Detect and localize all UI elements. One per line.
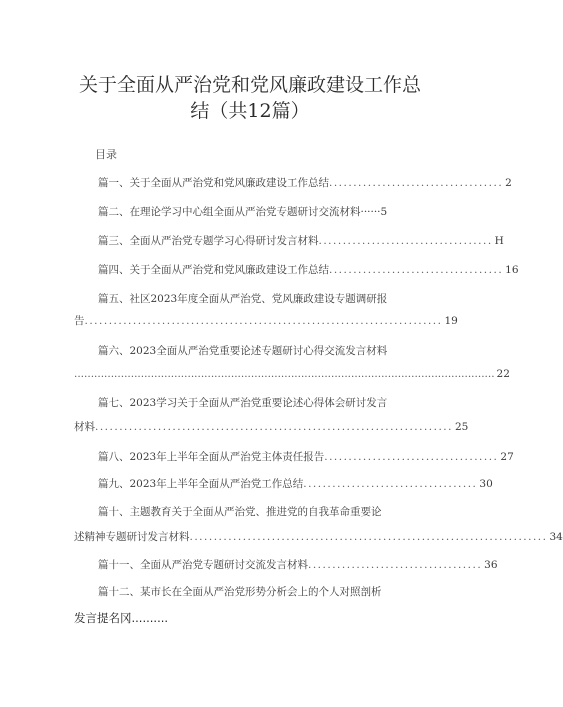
toc-entry-7-continued[interactable] <box>74 420 469 434</box>
dot-leader: .................................... <box>303 478 478 490</box>
toc-entry-page: 19 <box>444 315 458 327</box>
toc-entry-7[interactable] <box>98 396 426 410</box>
toc-entry-4[interactable] <box>98 263 519 277</box>
toc-entry-text: 篇八、2023年上半年全面从严治党主体责任报告 <box>98 451 325 463</box>
toc-entry-text: 篇五、社区2023年度全面从严治党、党风廉政建设专题调研报 <box>98 293 388 305</box>
toc-entry-text: 发言提名冈.......... <box>74 611 169 625</box>
toc-entry-text: 篇四、关于全面从严治党和党风廉政建设工作总结 <box>98 264 329 276</box>
toc-entry-3[interactable] <box>98 234 504 248</box>
toc-entry-2[interactable] <box>98 205 387 219</box>
dot-leader: .................................... <box>329 177 504 189</box>
toc-entry-page: 36 <box>484 559 498 571</box>
dot-leader: .......................................................................... <box>189 531 548 543</box>
toc-entry-12-continued[interactable] <box>74 611 168 625</box>
toc-entry-text: 篇二、在理论学习中心组全面从严治党专题研讨交流材料······5 <box>98 206 388 218</box>
title-line-2: 结（共12篇） <box>190 100 310 122</box>
dot-leader: .................................... <box>329 264 504 276</box>
toc-entry-6-continued[interactable] <box>74 367 510 381</box>
toc-entry-text: 篇三、全面从严治党专题学习心得研讨发言材料 <box>98 235 319 247</box>
toc-entry-page: 34 <box>549 531 563 543</box>
toc-entry-1[interactable] <box>98 176 512 190</box>
toc-entry-10[interactable] <box>98 505 426 519</box>
toc-entry-text: 篇十一、全面从严治党专题研讨交流发言材料 <box>98 559 308 571</box>
toc-entry-text: 篇一、关于全面从严治党和党风廉政建设工作总结 <box>98 177 329 189</box>
toc-entry-5[interactable] <box>98 292 426 306</box>
toc-entry-12[interactable] <box>98 585 426 599</box>
toc-entry-page: 30 <box>479 478 493 490</box>
toc-entry-page: 25 <box>455 421 469 433</box>
dot-leader: .................................... <box>318 235 493 247</box>
toc-entry-page: H <box>494 235 504 247</box>
dot-leader: .............................................................................................................................. <box>74 368 495 380</box>
toc-entry-8[interactable] <box>98 450 514 464</box>
toc-entry-page: 16 <box>505 264 519 276</box>
dot-leader: .......................................................................... <box>95 421 453 433</box>
toc-entry-page: 27 <box>500 451 514 463</box>
toc-entry-text: 篇十二、某市长在全面从严治党形势分析会上的个人对照剖析 <box>98 586 382 598</box>
toc-entry-11[interactable] <box>98 558 498 572</box>
toc-entry-text: 材料 <box>74 421 95 433</box>
toc-entry-9[interactable] <box>98 477 493 491</box>
toc-entry-10-continued[interactable] <box>74 530 563 544</box>
dot-leader: .................................... <box>324 451 499 463</box>
toc-entry-text: 告 <box>74 315 85 327</box>
toc-entry-page: 2 <box>505 177 512 189</box>
title-line-1: 关于全面从严治党和党风廉政建设工作总 <box>78 74 421 96</box>
dot-leader: .................................... <box>308 559 483 571</box>
toc-entry-text: 篇六、2023全面从严治党重要论述专题研讨心得交流发言材料 <box>98 345 388 357</box>
toc-heading: 目录 <box>95 148 117 161</box>
toc-entry-5-continued[interactable] <box>74 314 458 328</box>
toc-entry-text: 篇九、2023年上半年全面从严治党工作总结 <box>98 478 304 490</box>
dot-leader: .......................................................................... <box>84 315 443 327</box>
toc-entry-text: 篇七、2023学习关于全面从严治党重要论述心得体会研讨发言 <box>98 397 388 409</box>
toc-entry-page: 22 <box>496 368 510 380</box>
toc-entry-text: 篇十、主题教育关于全面从严治党、推进党的自我革命重要论 <box>98 506 382 518</box>
toc-entry-6[interactable] <box>98 344 426 358</box>
toc-entry-text: 述精神专题研讨发言材料 <box>74 531 190 543</box>
